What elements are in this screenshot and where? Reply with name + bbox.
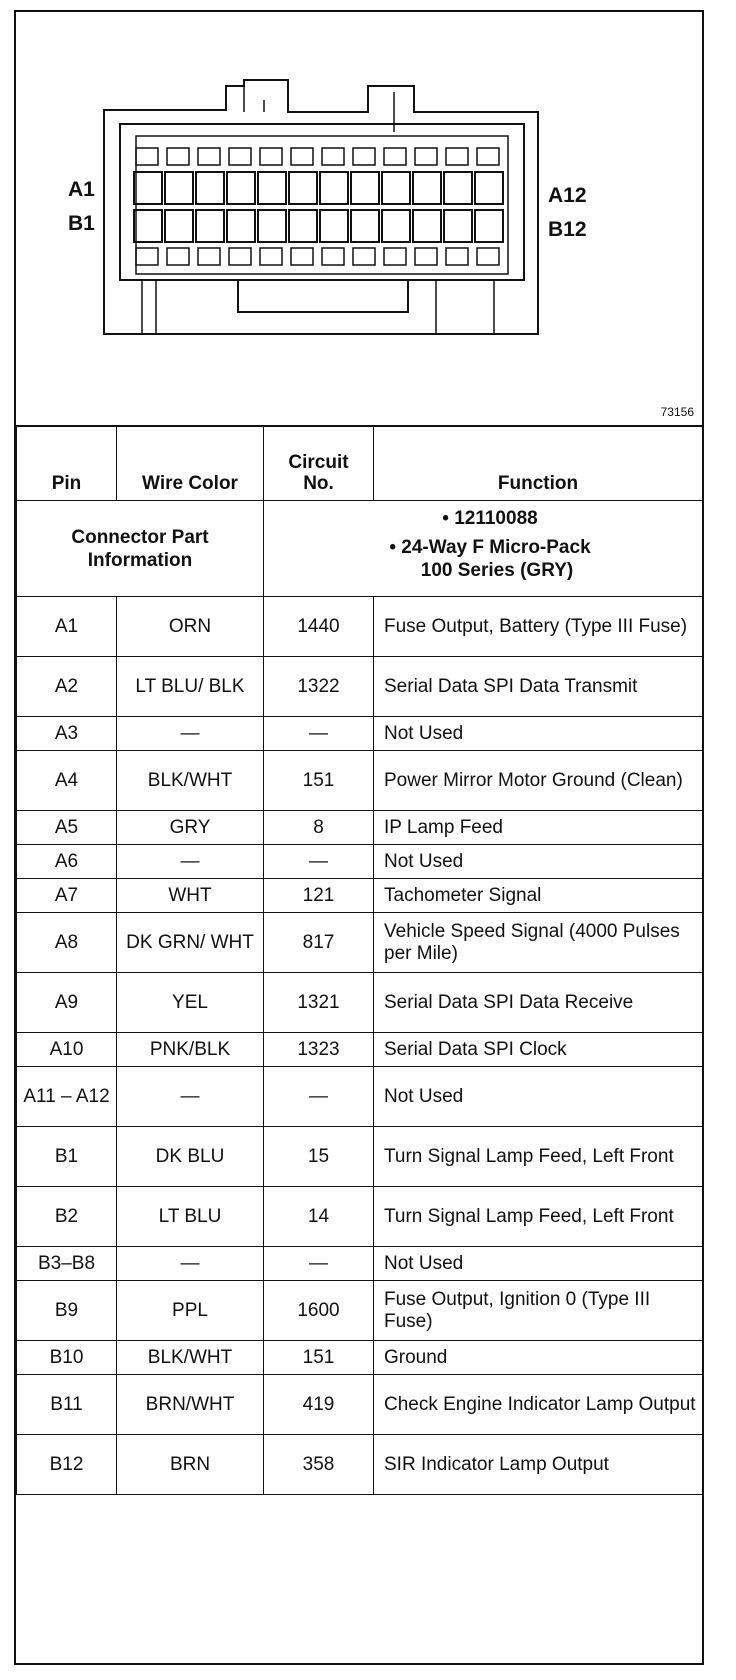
pin-tab-b bbox=[353, 248, 375, 265]
cell-wire-color: ORN bbox=[117, 597, 264, 657]
cell-function: Tachometer Signal bbox=[374, 879, 703, 913]
cell-function: IP Lamp Feed bbox=[374, 811, 703, 845]
cell-pin: A3 bbox=[17, 717, 117, 751]
pin-cavity-a bbox=[413, 172, 441, 204]
table-row bbox=[17, 1127, 703, 1187]
cell-circuit: 121 bbox=[264, 879, 374, 913]
table-row bbox=[17, 1187, 703, 1247]
pin-cavity-b bbox=[382, 210, 410, 242]
cell-wire-color: PPL bbox=[117, 1281, 264, 1341]
table-row bbox=[17, 597, 703, 657]
table-row bbox=[17, 845, 703, 879]
cell-pin: B9 bbox=[17, 1281, 117, 1341]
cell-function: Not Used bbox=[374, 1067, 703, 1127]
pin-cavity-b bbox=[196, 210, 224, 242]
pin-tab-b bbox=[136, 248, 158, 265]
cell-pin: A6 bbox=[17, 845, 117, 879]
pin-cavity-b bbox=[413, 210, 441, 242]
header-wire-color: Wire Color bbox=[117, 426, 264, 501]
pin-cavity-a bbox=[196, 172, 224, 204]
cell-wire-color: PNK/BLK bbox=[117, 1033, 264, 1067]
figure-number: 73156 bbox=[660, 405, 694, 419]
cell-circuit: 358 bbox=[264, 1435, 374, 1495]
cell-circuit: 15 bbox=[264, 1127, 374, 1187]
cell-circuit: 14 bbox=[264, 1187, 374, 1247]
pin-tab-b bbox=[291, 248, 313, 265]
cell-function: Not Used bbox=[374, 1247, 703, 1281]
pin-tab-b bbox=[384, 248, 406, 265]
pin-tab-a bbox=[446, 148, 468, 165]
pin-tab-a bbox=[167, 148, 189, 165]
pin-tab-a bbox=[353, 148, 375, 165]
header-circuit-line1: Circuit bbox=[288, 452, 349, 473]
pin-cavity-a bbox=[258, 172, 286, 204]
cell-function: Ground bbox=[374, 1341, 703, 1375]
cell-pin: A11 – A12 bbox=[17, 1067, 117, 1127]
header-circuit-line2: No. bbox=[303, 473, 334, 494]
cell-circuit: — bbox=[264, 1247, 374, 1281]
pin-cavity-a bbox=[289, 172, 317, 204]
label-b12: B12 bbox=[548, 218, 587, 241]
pin-cavity-a bbox=[444, 172, 472, 204]
cell-function: SIR Indicator Lamp Output bbox=[374, 1435, 703, 1495]
cell-circuit: 151 bbox=[264, 1341, 374, 1375]
pin-cavity-b bbox=[475, 210, 503, 242]
cell-wire-color: DK BLU bbox=[117, 1127, 264, 1187]
pin-cavity-a bbox=[382, 172, 410, 204]
cell-wire-color: YEL bbox=[117, 973, 264, 1033]
pinout-table bbox=[16, 425, 703, 1495]
cell-pin: B3–B8 bbox=[17, 1247, 117, 1281]
pin-cavity-a bbox=[351, 172, 379, 204]
part-number: • 12110088 bbox=[442, 508, 538, 529]
pin-tab-a bbox=[198, 148, 220, 165]
pin-tab-a bbox=[260, 148, 282, 165]
cell-circuit: 1440 bbox=[264, 597, 374, 657]
table-row bbox=[17, 1281, 703, 1341]
pin-tab-a bbox=[384, 148, 406, 165]
pin-tab-b bbox=[322, 248, 344, 265]
cell-pin: A8 bbox=[17, 913, 117, 973]
cell-circuit: — bbox=[264, 1067, 374, 1127]
cell-pin: A4 bbox=[17, 751, 117, 811]
connector-info-values bbox=[264, 501, 703, 597]
label-a12: A12 bbox=[548, 184, 587, 207]
info-label-line2: Information bbox=[87, 549, 193, 571]
table-row bbox=[17, 1247, 703, 1281]
cell-pin: A10 bbox=[17, 1033, 117, 1067]
label-b1: B1 bbox=[68, 212, 95, 235]
pin-cavity-b bbox=[289, 210, 317, 242]
info-label-line1: Connector Part bbox=[71, 526, 209, 548]
cell-circuit: 419 bbox=[264, 1375, 374, 1435]
cell-circuit: 1323 bbox=[264, 1033, 374, 1067]
pin-tab-a bbox=[477, 148, 499, 165]
table-row bbox=[17, 657, 703, 717]
cell-pin: B11 bbox=[17, 1375, 117, 1435]
table-row bbox=[17, 717, 703, 751]
cell-wire-color: GRY bbox=[117, 811, 264, 845]
cell-circuit: 1600 bbox=[264, 1281, 374, 1341]
cell-circuit: — bbox=[264, 717, 374, 751]
pin-cavity-b bbox=[134, 210, 162, 242]
pin-cavity-a bbox=[227, 172, 255, 204]
pin-tab-a bbox=[229, 148, 251, 165]
cell-pin: A5 bbox=[17, 811, 117, 845]
pin-cavity-a bbox=[320, 172, 348, 204]
cell-function: Fuse Output, Ignition 0 (Type III Fuse) bbox=[374, 1281, 703, 1341]
pin-cavity-b bbox=[320, 210, 348, 242]
header-pin: Pin bbox=[17, 426, 117, 501]
table-row bbox=[17, 751, 703, 811]
cell-circuit: 817 bbox=[264, 913, 374, 973]
pin-cavity-b bbox=[351, 210, 379, 242]
cell-circuit: 1321 bbox=[264, 973, 374, 1033]
cell-function: Turn Signal Lamp Feed, Left Front bbox=[374, 1127, 703, 1187]
cell-circuit: 151 bbox=[264, 751, 374, 811]
label-a1: A1 bbox=[68, 178, 95, 201]
connector-description: • 24-Way F Micro-Pack bbox=[389, 537, 591, 558]
pin-tab-b bbox=[198, 248, 220, 265]
cell-function: Power Mirror Motor Ground (Clean) bbox=[374, 751, 703, 811]
pinout-rows bbox=[17, 597, 703, 1495]
cell-wire-color: BRN/WHT bbox=[117, 1375, 264, 1435]
pin-tab-a bbox=[322, 148, 344, 165]
cell-wire-color: DK GRN/ WHT bbox=[117, 913, 264, 973]
table-row bbox=[17, 1033, 703, 1067]
connector-housing bbox=[104, 80, 538, 334]
table-row bbox=[17, 913, 703, 973]
cell-wire-color: LT BLU/ BLK bbox=[117, 657, 264, 717]
cell-pin: B12 bbox=[17, 1435, 117, 1495]
table-row bbox=[17, 1341, 703, 1375]
pin-tab-b bbox=[229, 248, 251, 265]
connector-info-label bbox=[17, 501, 264, 597]
table-row bbox=[17, 973, 703, 1033]
table-row bbox=[17, 1067, 703, 1127]
table-row bbox=[17, 1375, 703, 1435]
pin-cavity-b bbox=[227, 210, 255, 242]
cell-wire-color: — bbox=[117, 845, 264, 879]
pin-tab-a bbox=[136, 148, 158, 165]
cell-wire-color: BRN bbox=[117, 1435, 264, 1495]
pin-tab-b bbox=[477, 248, 499, 265]
table-row bbox=[17, 811, 703, 845]
connector-series: 100 Series (GRY) bbox=[420, 560, 574, 581]
cell-pin: B2 bbox=[17, 1187, 117, 1247]
cell-wire-color: LT BLU bbox=[117, 1187, 264, 1247]
cell-wire-color: — bbox=[117, 1067, 264, 1127]
cell-wire-color: BLK/WHT bbox=[117, 1341, 264, 1375]
cell-function: Not Used bbox=[374, 717, 703, 751]
table-row bbox=[17, 879, 703, 913]
cell-circuit: — bbox=[264, 845, 374, 879]
cell-pin: A7 bbox=[17, 879, 117, 913]
cell-function: Not Used bbox=[374, 845, 703, 879]
connector-drawing bbox=[16, 12, 702, 425]
connector-rails bbox=[142, 280, 494, 334]
pin-tab-a bbox=[291, 148, 313, 165]
cell-pin: A2 bbox=[17, 657, 117, 717]
cell-circuit: 8 bbox=[264, 811, 374, 845]
cell-function: Serial Data SPI Clock bbox=[374, 1033, 703, 1067]
pin-cavity-b bbox=[258, 210, 286, 242]
pin-tab-a bbox=[415, 148, 437, 165]
cell-pin: B1 bbox=[17, 1127, 117, 1187]
cell-wire-color: — bbox=[117, 717, 264, 751]
connector-info-row bbox=[17, 501, 703, 597]
cell-wire-color: — bbox=[117, 1247, 264, 1281]
header-function: Function bbox=[374, 426, 703, 501]
pin-cavity-b bbox=[444, 210, 472, 242]
pin-cavity-a bbox=[475, 172, 503, 204]
table-row bbox=[17, 1435, 703, 1495]
pin-cavity-a bbox=[165, 172, 193, 204]
header-circuit bbox=[264, 426, 374, 501]
cell-function: Serial Data SPI Data Receive bbox=[374, 973, 703, 1033]
pin-tab-b bbox=[260, 248, 282, 265]
cell-pin: B10 bbox=[17, 1341, 117, 1375]
pin-tab-b bbox=[446, 248, 468, 265]
connector-sheet bbox=[14, 10, 704, 1665]
pin-cavity-b bbox=[165, 210, 193, 242]
cell-pin: A9 bbox=[17, 973, 117, 1033]
pin-tab-b bbox=[167, 248, 189, 265]
cell-function: Fuse Output, Battery (Type III Fuse) bbox=[374, 597, 703, 657]
table-header-row bbox=[17, 426, 703, 501]
connector-key bbox=[238, 280, 408, 312]
cell-function: Vehicle Speed Signal (4000 Pulses per Mile) bbox=[374, 913, 703, 973]
cell-function: Serial Data SPI Data Transmit bbox=[374, 657, 703, 717]
cell-pin: A1 bbox=[17, 597, 117, 657]
connector-diagram bbox=[16, 12, 702, 427]
cell-wire-color: WHT bbox=[117, 879, 264, 913]
cell-circuit: 1322 bbox=[264, 657, 374, 717]
cell-function: Check Engine Indicator Lamp Output bbox=[374, 1375, 703, 1435]
cell-function: Turn Signal Lamp Feed, Left Front bbox=[374, 1187, 703, 1247]
pin-cavity-a bbox=[134, 172, 162, 204]
cell-wire-color: BLK/WHT bbox=[117, 751, 264, 811]
pin-tab-b bbox=[415, 248, 437, 265]
